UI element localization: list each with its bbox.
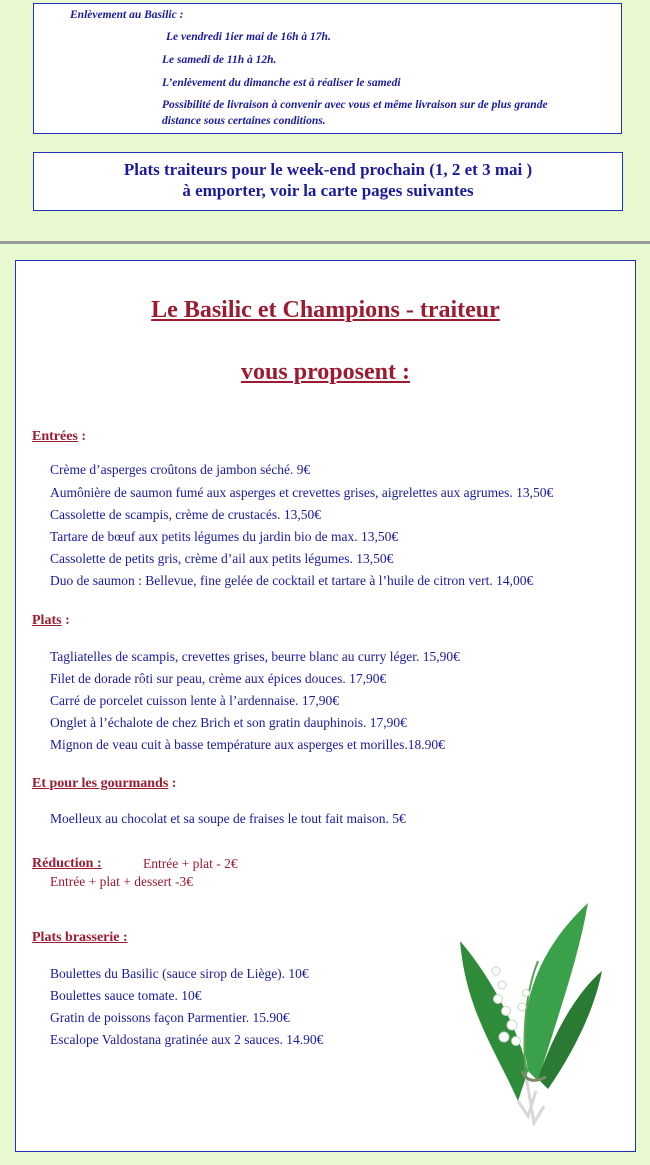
menu-title: Le Basilic et Champions - traiteur	[151, 297, 500, 323]
pickup-sunday-note: L’enlèvement du dimanche est à réaliser le samedi	[162, 77, 401, 89]
menu-item: Moelleux au chocolat et sa soupe de fraises le tout fait maison. 5€	[50, 811, 406, 826]
menu-item: Escalope Valdostana gratinée aux 2 sauces. 14.90€	[50, 1032, 324, 1047]
menu-item: Tagliatelles de scampis, crevettes grises, beurre blanc au curry léger. 15,90€	[50, 649, 460, 664]
section-entrees: Entrées :	[32, 429, 87, 444]
weekend-banner-line-2: à emporter, voir la carte pages suivantes	[182, 181, 474, 200]
menu-subtitle: vous proposent :	[241, 359, 410, 385]
section-brasserie	[32, 930, 128, 946]
menu-item: Onglet à l’échalote de chez Brich et son gratin dauphinois. 17,90€	[50, 715, 407, 730]
menu-item: Tartare de bœuf aux petits légumes du jardin bio de max. 13,50€	[50, 529, 399, 544]
section-plats-label: Plats	[32, 613, 62, 628]
menu-item: Gratin de poissons façon Parmentier. 15.90€	[50, 1010, 290, 1025]
section-gourmands: Et pour les gourmands :	[32, 776, 177, 791]
section-entrees-label: Entrées	[32, 429, 78, 444]
weekend-banner	[33, 152, 623, 211]
menu-item: Duo de saumon : Bellevue, fine gelée de cocktail et tartare à l’huile de citron vert. 14,00€	[50, 573, 534, 588]
menu-item: Cassolette de scampis, crème de crustacés. 13,50€	[50, 507, 322, 522]
pickup-saturday: Le samedi de 11h à 12h.	[162, 54, 277, 66]
menu-item: Carré de porcelet cuisson lente à l’ardennaise. 17,90€	[50, 693, 340, 708]
menu-item: Boulettes sauce tomate. 10€	[50, 988, 202, 1003]
weekend-banner-line-1: Plats traiteurs pour le week-end prochain (1, 2 et 3 mai )	[123, 160, 533, 179]
delivery-line-2: distance sous certaines conditions.	[162, 115, 326, 127]
pickup-friday: Le vendredi 1ier mai de 16h à 17h.	[166, 31, 331, 43]
section-gourmands-label: Et pour les gourmands	[32, 776, 169, 791]
reduction-line-2: Entrée + plat + dessert -3€	[50, 874, 194, 889]
menu-item: Filet de dorade rôti sur peau, crème aux épices douces. 17,90€	[50, 671, 387, 686]
menu-item: Crème d’asperges croûtons de jambon séché. 9€	[50, 462, 311, 477]
menu-item: Cassolette de petits gris, crème d’ail aux petits légumes. 13,50€	[50, 551, 394, 566]
lily-of-the-valley-icon	[456, 901, 606, 1126]
menu-item: Mignon de veau cuit à basse température aux asperges et morilles.18.90€	[50, 737, 445, 752]
pickup-info-box	[33, 3, 622, 134]
menu-item: Boulettes du Basilic (sauce sirop de Liège). 10€	[50, 966, 309, 981]
section-brasserie-label: Plats brasserie :	[32, 930, 128, 945]
section-reduction	[32, 856, 102, 872]
delivery-line-1: Possibilité de livraison à convenir avec vous et même livraison sur de plus grande	[162, 99, 548, 111]
section-plats: Plats :	[32, 613, 70, 628]
section-reduction-label: Réduction :	[32, 856, 102, 871]
menu-card	[15, 260, 636, 1152]
pickup-heading: Enlèvement au Basilic :	[70, 9, 184, 21]
page-divider	[0, 241, 650, 244]
reduction-line-1: Entrée + plat - 2€	[143, 856, 238, 871]
menu-item: Aumônière de saumon fumé aux asperges et crevettes grises, aigrelettes aux agrumes. 13,50€	[50, 485, 554, 500]
